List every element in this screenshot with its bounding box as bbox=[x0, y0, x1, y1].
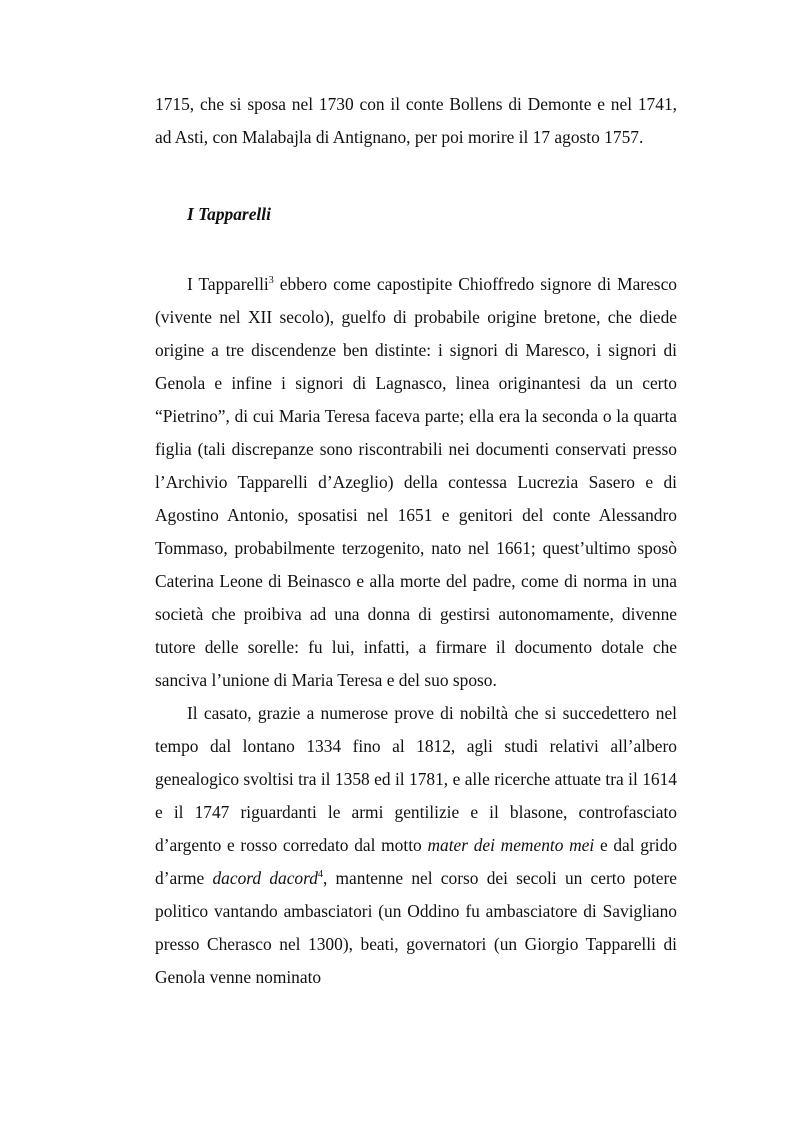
footnote-ref-4[interactable]: 4 bbox=[317, 869, 323, 880]
section-heading: I Tapparelli bbox=[187, 204, 271, 224]
footnote-ref-3[interactable]: 3 bbox=[268, 275, 274, 286]
paragraph-body: , mantenne nel corso dei secoli un certo potere politico vantando ambasciatori (un Oddino fu ambasciatore di Savigliano presso Cherasco nel 1300), beati, governatori (un Giorgio Tapparelli di Genola venne nominato bbox=[155, 868, 677, 987]
motto: mater dei memento mei bbox=[427, 835, 595, 855]
paragraph-body: ebbero come capostipite Chioffredo signore di Maresco (vivente nel XII secolo), guelfo di probabile origine bretone, che diede origine a tre discendenze ben distinte: i signori di Maresco, i signori di Genola e infine i signori di Lagnasco, linea originantesi da un certo “Pietrino”, di cui Maria Teresa faceva parte; ella era la seconda o la quarta figlia (tali discrepanze sono riscontrabili nei documenti conservati presso l’Archivio Tapparelli d’Azeglio) della contessa Lucrezia Sasero e di Agostino Antonio, sposatisi nel 1651 e genitori del conte Alessandro Tommaso, probabilmente terzogenito, nato nel 1661; quest’ultimo sposò Caterina Leone di Beinasco e alla morte del padre, come di norma in una società che proibiva ad una donna di gestirsi autonomamente, divenne tutore delle sorelle: fu lui, infatti, a firmare il documento dotale che sanciva l’unione di Maria Teresa e del suo sposo. bbox=[155, 274, 677, 690]
paragraph-tapparelli-house bbox=[155, 697, 677, 994]
paragraph-tapparelli-origins bbox=[155, 268, 677, 697]
paragraph-continued: 1715, che si sposa nel 1730 con il conte Bollens di Demonte e nel 1741, ad Asti, con Malabajla di Antignano, per poi morire il 17 agosto 1757. bbox=[155, 94, 677, 147]
paragraph-lead: I Tapparelli bbox=[187, 274, 269, 294]
war-cry: dacord dacord bbox=[212, 868, 318, 888]
document-page bbox=[155, 88, 677, 994]
paragraph-body: e dal grido d’arme bbox=[155, 835, 678, 888]
paragraph-body: Il casato, grazie a numerose prove di nobiltà che si succedettero nel tempo dal lontano 1334 fino al 1812, agli studi relativi all’albero genealogico svoltisi tra il 1358 ed il 1781, e alle ricerche attuate tra il 1614 e il 1747 riguardanti le armi gentilizie e il blasone, controfasciato d’argento e rosso corredato dal motto bbox=[155, 703, 677, 855]
